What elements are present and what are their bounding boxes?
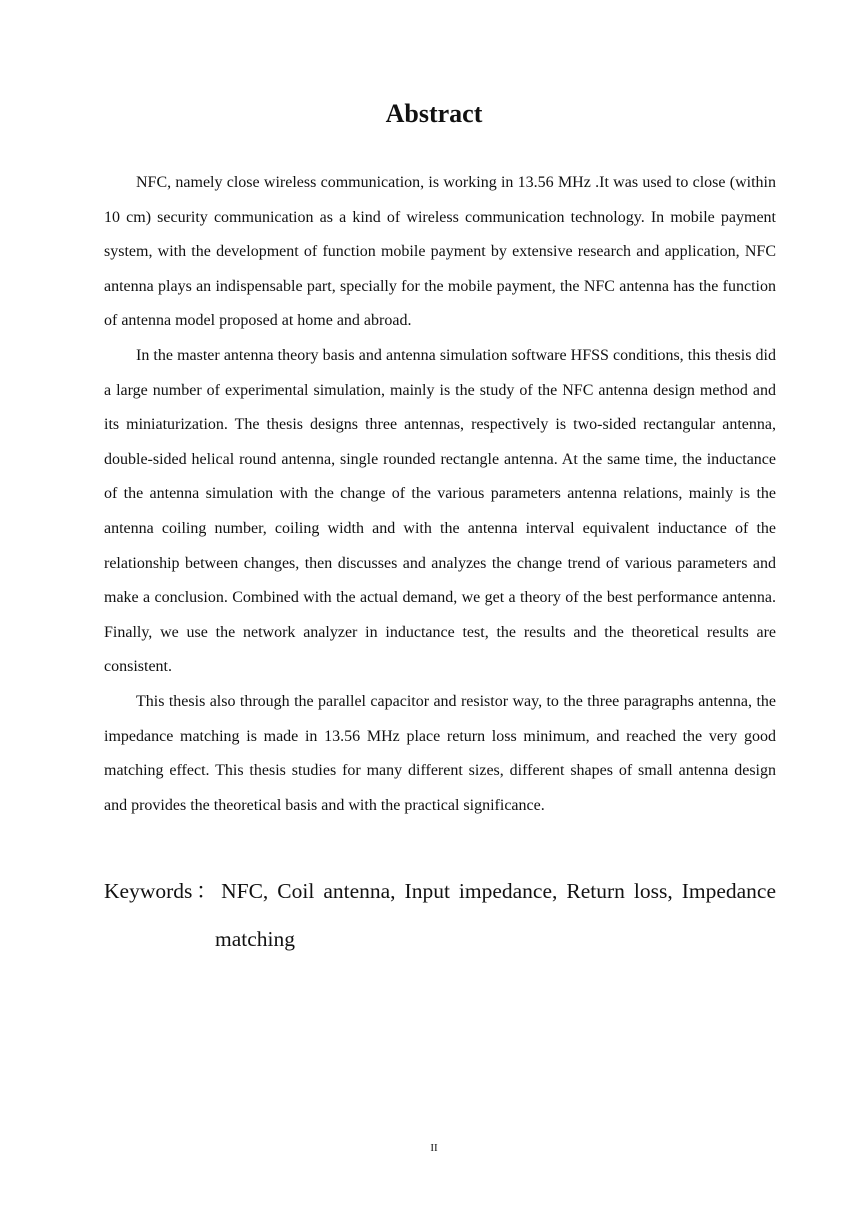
page-number: II <box>430 1142 438 1154</box>
keywords-list: NFC, Coil antenna, Input impedance, Return loss, Impedance <box>221 879 777 903</box>
abstract-paragraph-3: This thesis also through the parallel capacitor and resistor way, to the three paragraphs antenna, the impedance matching is made in 13.56 MHz place return loss minimum, and reached the very good matching effect. This thesis studies for many different sizes, different shapes of small antenna design and provides the theoretical basis and with the practical significance. <box>104 692 776 814</box>
abstract-body <box>104 166 776 823</box>
abstract-paragraph-2: In the master antenna theory basis and antenna simulation software HFSS conditions, this thesis did a large number of experimental simulation, mainly is the study of the NFC antenna design method and its miniaturization. The thesis designs three antennas, respectively is two-sided rectangular antenna, double-sided helical round antenna, single rounded rectangle antenna. At the same time, the inductance of the antenna simulation with the change of the various parameters antenna relations, mainly is the antenna coiling number, coiling width and with the antenna interval equivalent inductance of the relationship between changes, then discusses and analyzes the change trend of various parameters and make a conclusion. Combined with the actual demand, we get a theory of the best performance antenna. Finally, we use the network analyzer in inductance test, the results and the theoretical results are consistent. <box>104 346 776 676</box>
keywords-section <box>104 874 776 908</box>
keywords-label: Keywords： <box>104 879 222 903</box>
page-title: Abstract <box>385 99 483 128</box>
keywords-line-1 <box>104 874 776 908</box>
abstract-paragraph-1: NFC, namely close wireless communication, is working in 13.56 MHz .It was used to close (within 10 cm) security communication as a kind of wireless communication technology. In mobile payment system, with the development of function mobile payment by extensive research and application, NFC antenna plays an indispensable part, specially for the mobile payment, the NFC antenna has the function of antenna model proposed at home and abroad. <box>104 174 776 330</box>
keywords-line-2: matching <box>215 927 296 951</box>
